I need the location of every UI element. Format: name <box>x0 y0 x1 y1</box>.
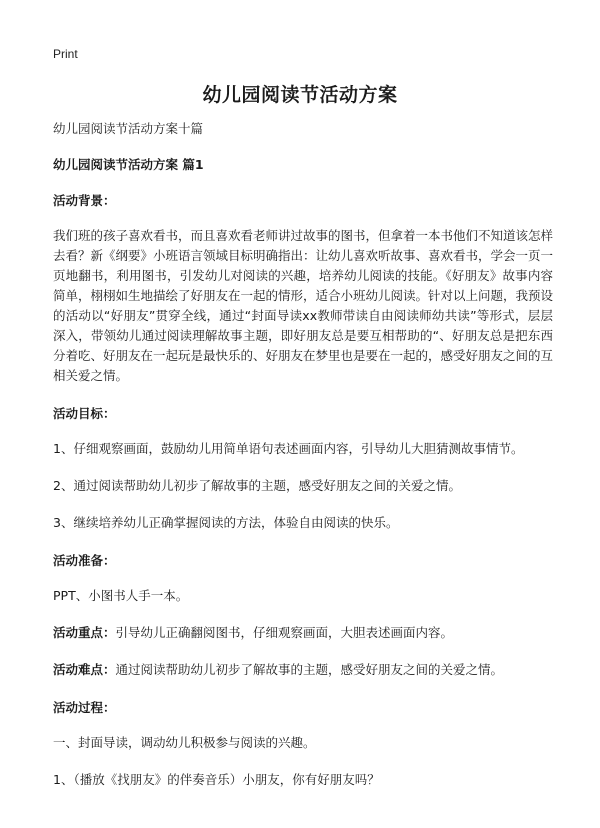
print-label[interactable]: Print <box>53 47 78 61</box>
goal-item: 3、继续培养幼儿正确掌握阅读的方法，体验自由阅读的快乐。 <box>53 515 399 530</box>
document-subtitle: 幼儿园阅读节活动方案十篇 <box>53 121 204 136</box>
process-step: 一、封面导读，调动幼儿积极参与阅读的兴趣。 <box>53 735 316 750</box>
process-substep: 1、（播放《找朋友》的伴奏音乐）小朋友，你有好朋友吗？ <box>53 772 380 787</box>
preparation-text: PPT、小图书人手一本。 <box>53 588 189 603</box>
difficulty-label: 活动难点： <box>53 662 116 677</box>
preparation-heading: 活动准备： <box>53 553 116 568</box>
document-title: 幼儿园阅读节活动方案 <box>202 84 398 106</box>
difficulty-text: 通过阅读帮助幼儿初步了解故事的主题，感受好朋友之间的关爱之情。 <box>115 662 504 677</box>
process-heading: 活动过程： <box>53 700 116 715</box>
document-body <box>53 118 553 790</box>
difficulty-point <box>53 660 553 680</box>
background-heading: 活动背景： <box>53 193 116 208</box>
key-point-label: 活动重点： <box>53 625 116 640</box>
key-point <box>53 623 553 643</box>
background-paragraph: 我们班的孩子喜欢看书，而且喜欢看老师讲过故事的图书，但拿着一本书他们不知道该怎样去看？新《纲要》小班语言领域目标明确指出：让幼儿喜欢听故事、喜欢看书，学会一页一页地翻书，利用图书，引发幼儿对阅读的兴趣，培养幼儿阅读的技能。《好朋友》故事内容简单，栩栩如生地描绘了好朋友在一起的情形，适合小班幼儿阅读。针对以上问题，我预设的活动以“好朋友”贯穿全线，通过“封面导读xx教师带读自由阅读师幼共读”等形式，层层深入，带领幼儿通过阅读理解故事主题，即好朋友总是要互相帮助的“、好朋友总是把东西分着吃、好朋友在一起玩是最快乐的、好朋友在梦里也是要在一起的，感受好朋友之间的互相关爱之情。 <box>53 228 554 383</box>
goal-item: 1、仔细观察画面，鼓励幼儿用简单语句表述画面内容，引导幼儿大胆猜测故事情节。 <box>53 441 524 456</box>
goals-heading: 活动目标： <box>53 406 116 421</box>
part-title: 幼儿园阅读节活动方案 篇1 <box>53 157 204 172</box>
key-point-text: 引导幼儿正确翻阅图书，仔细观察画面，大胆表述画面内容。 <box>115 625 454 640</box>
goal-item: 2、通过阅读帮助幼儿初步了解故事的主题，感受好朋友之间的关爱之情。 <box>53 478 461 493</box>
